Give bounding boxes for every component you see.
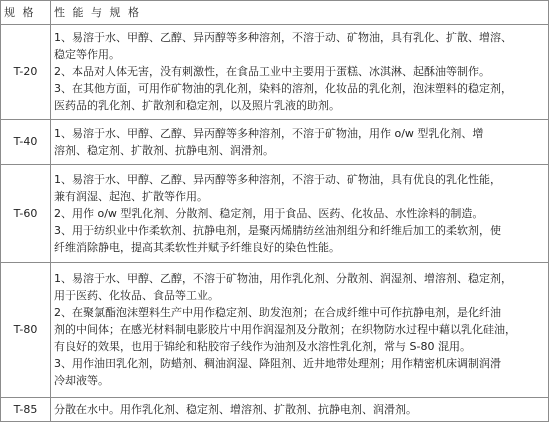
header-row (1, 1, 549, 25)
description-cell (51, 398, 549, 422)
description-line: 稳定等作用。 (54, 48, 120, 61)
header-performance: 性 能 与 规 格 (51, 1, 549, 25)
description-line: 医药品的乳化剂、扩散剂和稳定剂，以及照片乳液的助剂。 (54, 99, 340, 112)
description-cell (51, 263, 549, 398)
description-cell (51, 120, 549, 165)
model-cell: T-60 (1, 165, 51, 263)
description-line: 3、用于纺织业中作柔软剂、抗静电剂，是聚丙烯腈纺丝油剂组分和纤维后加工的柔软剂，使 (54, 223, 501, 237)
table-row (1, 398, 549, 422)
description-line: 纤维消除静电，提高其柔软性并赋予纤维良好的染色性能。 (54, 240, 340, 254)
model-cell: T-85 (1, 398, 51, 422)
description-line: 剂的中间体；在感光材料制电影胶片中用作润湿剂及分散剂；在织物防水过程中藉以乳化硅油， (54, 323, 516, 336)
table-row (1, 165, 549, 263)
description-line: 用于医药、化妆品、食品等工业。 (54, 289, 219, 302)
description-line: 1、易溶于水、甲醇、乙醇、异丙醇等多种溶剂，不溶于动、矿物油，具有优良的乳化性能， (54, 172, 501, 186)
description-line: 1、易溶于水、甲醇、乙醇、异丙醇等多种溶剂，不溶于动、矿物油，具有乳化、扩散、增溶、 (54, 31, 512, 44)
model-cell: T-80 (1, 263, 51, 398)
header-spec: 规 格 (1, 1, 51, 25)
description-line: 2、用作 o/w 型乳化剂、分散剂、稳定剂，用于食品、医药、化妆品、水性涂料的制造。 (54, 206, 484, 220)
description-line: 有良好的效果，也用于锦纶和粘胶帘子线作为油剂及水溶性乳化剂，常与 S-80 混用。 (54, 340, 471, 353)
description-cell (51, 25, 549, 120)
model-cell: T-20 (1, 25, 51, 120)
description-line: 1、易溶于水、甲醇、乙醇、异丙醇等多种溶剂，不溶于矿物油，用作 o/w 型乳化剂、增 (54, 126, 484, 140)
table-row (1, 25, 549, 120)
description-line: 溶剂、稳定剂、扩散剂、抗静电剂、润滑剂。 (54, 143, 274, 157)
description-line: 3、用作油田乳化剂，防蜡剂、稠油润湿、降阻剂、近井地带处理剂；用作精密机床调制润滑 (54, 357, 501, 370)
description-line: 1、易溶于水、甲醇、乙醇，不溶于矿物油，用作乳化剂、分散剂、润湿剂、增溶剂、稳定剂， (54, 272, 512, 285)
table-header (1, 1, 549, 25)
description-line: 2、本品对人体无害，没有刺激性，在食品工业中主要用于蛋糕、冰淇淋、起酥油等制作。 (54, 65, 490, 78)
description-line: 3、在其他方面，可用作矿物油的乳化剂，染料的溶剂，化妆品的乳化剂，泡沫塑料的稳定剂， (54, 82, 512, 95)
model-cell: T-40 (1, 120, 51, 165)
description-line: 分散在水中。用作乳化剂、稳定剂、增溶剂、扩散剂、抗静电剂、润滑剂。 (54, 402, 417, 416)
table-body (1, 25, 549, 422)
description-line: 2、在聚氯酯泡沫塑料生产中用作稳定剂、助发泡剂；在合成纤维中可作抗静电剂，是化纤油 (54, 306, 501, 319)
description-cell (51, 165, 549, 263)
table-row (1, 120, 549, 165)
table-row (1, 263, 549, 398)
description-line: 冷却液等。 (54, 374, 109, 387)
description-line: 兼有润湿、起泡、扩散等作用。 (54, 189, 208, 203)
